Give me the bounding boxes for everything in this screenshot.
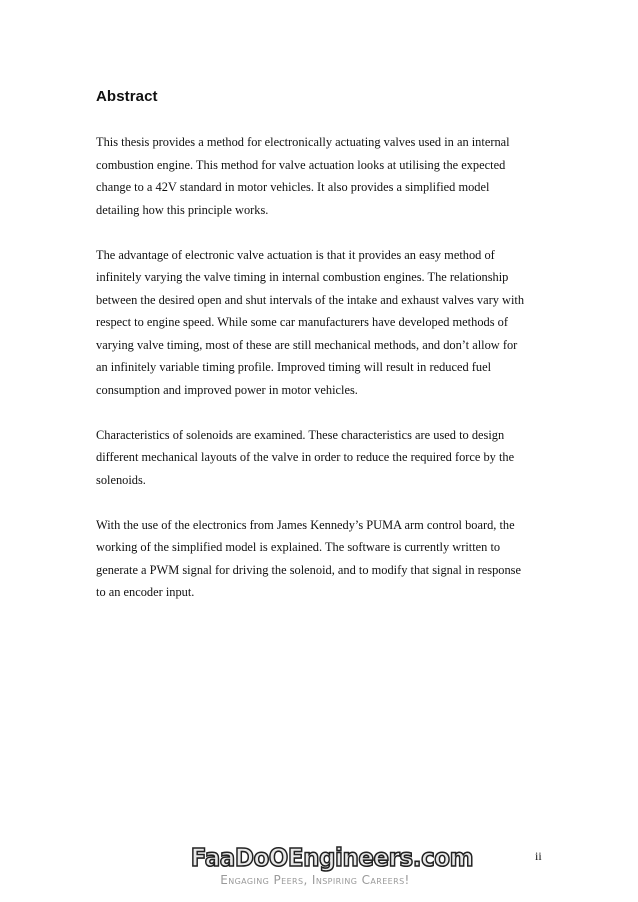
abstract-heading: Abstract [96, 88, 158, 105]
text-line: varying valve timing, most of these are still mechanical methods, and don’t allow for [96, 337, 518, 352]
logo-tagline: Engaging Peers, Inspiring Careers! [220, 873, 410, 887]
abstract-paragraph [96, 424, 526, 492]
text-line: change to a 42V standard in motor vehicles. It also provides a simplified model [96, 180, 490, 194]
logo-wordmark: FaaDoOEngineers.com [190, 843, 474, 872]
text-line: Characteristics of solenoids are examined. These characteristics are used to design [96, 427, 505, 442]
text-line: solenoids. [96, 472, 146, 487]
text-line: working of the simplified model is explained. The software is currently written to [96, 540, 501, 554]
text-line: This thesis provides a method for electronically actuating valves used in an internal [96, 135, 510, 149]
text-line: to an encoder input. [96, 585, 195, 599]
abstract-paragraph [96, 131, 526, 221]
text-line: respect to engine speed. While some car manufacturers have developed methods of [96, 315, 508, 329]
text-line: between the desired open and shut intervals of the intake and exhaust valves vary with [96, 292, 525, 307]
text-line: different mechanical layouts of the valve in order to reduce the required force by the [96, 450, 515, 464]
abstract-body [96, 131, 526, 626]
text-line: With the use of the electronics from James Kennedy’s PUMA arm control board, the [96, 517, 515, 532]
abstract-paragraph [96, 514, 526, 604]
page-number: ii [535, 849, 542, 863]
text-line: consumption and improved power in motor vehicles. [96, 382, 358, 397]
abstract-paragraph [96, 244, 526, 402]
text-line: infinitely varying the valve timing in internal combustion engines. The relationship [96, 270, 509, 284]
text-line: combustion engine. This method for valve actuation looks at utilising the expected [96, 157, 506, 172]
text-line: detailing how this principle works. [96, 202, 269, 217]
text-line: The advantage of electronic valve actuation is that it provides an easy method of [96, 247, 495, 262]
text-line: generate a PWM signal for driving the solenoid, and to modify that signal in response [96, 562, 521, 577]
text-line: an infinitely variable timing profile. Improved timing will result in reduced fuel [96, 360, 492, 374]
footer-logo[interactable] [180, 843, 474, 893]
